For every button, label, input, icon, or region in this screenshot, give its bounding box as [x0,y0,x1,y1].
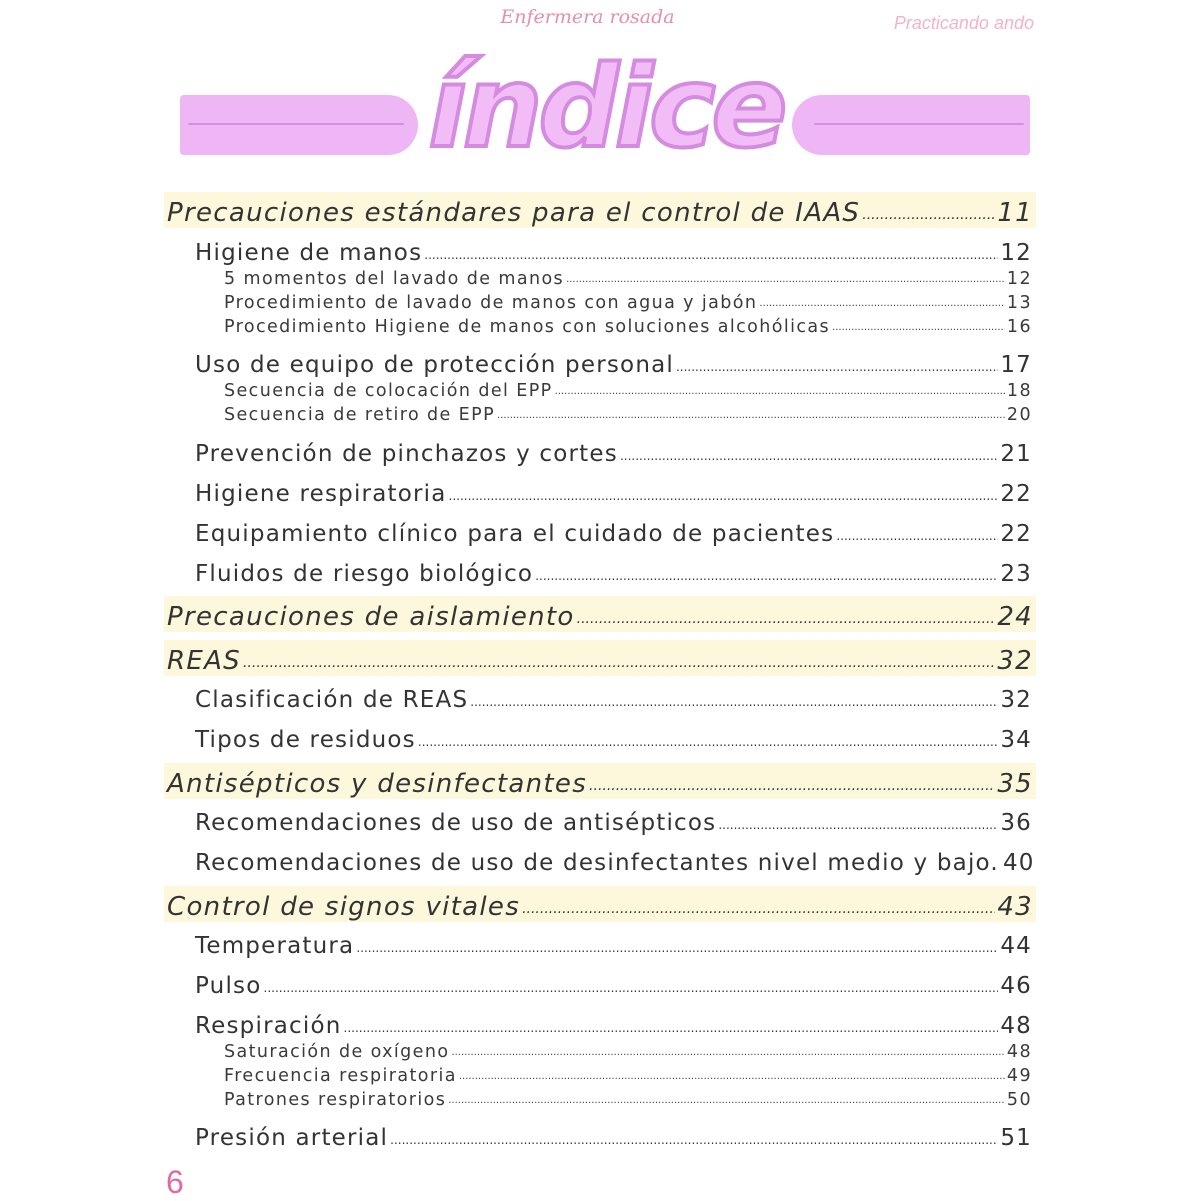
toc-leader-dots [862,202,995,228]
toc-leader-dots [676,356,998,378]
toc-leader-dots [448,1092,1005,1110]
toc-leader-dots [356,937,998,959]
toc-leader-dots [344,1017,999,1039]
toc-title: Higiene respiratoria [195,481,447,507]
toc-title: REAS [167,646,241,676]
toc-leader-dots [470,691,998,713]
toc-section [164,596,1036,632]
toc-title: Control de signos vitales [167,892,521,922]
toc-entry [195,1009,1032,1039]
toc-page-number: 34 [1000,727,1032,753]
toc-page-number: 23 [1000,561,1032,587]
toc-page-number: 43 [997,892,1033,922]
toc-subentry [224,267,1032,289]
toc-title: Fluidos de riesgo biológico [195,561,534,587]
toc-page-number: 22 [1000,481,1032,507]
toc-entry [195,723,1032,753]
toc-leader-dots [497,407,1005,425]
toc-subentry [224,291,1032,313]
toc-entry [195,477,1032,507]
toc-entry [195,517,1032,547]
toc-entry [195,683,1032,713]
toc-title: Procedimiento Higiene de manos con soluciones alcohólicas [224,317,831,337]
toc-section [164,192,1036,228]
toc-leader-dots [390,1129,998,1151]
toc-title: Prevención de pinchazos y cortes [195,441,618,467]
header-slogan: Practicando ando [893,13,1034,33]
toc-page-number: 12 [1006,269,1032,289]
toc-entry [195,557,1032,587]
toc-title: Higiene de manos [195,240,423,266]
toc-leader-dots [418,731,998,753]
toc-page-number: 12 [1000,240,1032,266]
toc-leader-dots [589,773,995,799]
toc-leader-dots [718,814,998,836]
toc-title: Clasificación de REAS [195,687,469,713]
toc-leader-dots [535,565,998,587]
toc-page-number: 35 [997,769,1033,799]
toc-entry [195,437,1032,467]
toc-title: Equipamiento clínico para el cuidado de pacientes [195,521,835,547]
toc-page-number: 49 [1006,1066,1032,1086]
toc-leader-dots [522,896,995,922]
toc-subentry [224,315,1032,337]
toc-title: Precauciones de aislamiento [167,602,575,632]
toc-subentry [224,379,1032,401]
toc-subentry [224,1040,1032,1062]
toc-leader-dots [577,606,996,632]
toc-title: Presión arterial [195,1125,389,1151]
toc-entry [195,348,1032,378]
toc-title: Uso de equipo de protección personal [195,352,674,378]
toc-section [164,640,1036,676]
toc-leader-dots [620,445,998,467]
toc-leader-dots [451,1044,1004,1062]
toc-page-number: 46 [1000,973,1032,999]
toc-subentry [224,403,1032,425]
toc-title: Secuencia de colocación del EPP [224,381,553,401]
toc-subentry [224,1088,1032,1110]
toc-entry [195,969,1032,999]
toc-page-number: 13 [1006,293,1032,313]
toc-leader-dots [459,1068,1005,1086]
toc-title: Antisépticos y desinfectantes [167,769,588,799]
toc-page-number: 44 [1000,933,1032,959]
toc-leader-dots [264,977,999,999]
toc-section [164,763,1036,799]
toc-page-number: 16 [1006,317,1032,337]
toc-title: Respiración [195,1013,342,1039]
toc-title: Tipos de residuos [195,727,416,753]
toc-page-number: 48 [1000,1013,1032,1039]
toc-title: 5 momentos del lavado de manos [224,269,565,289]
toc-page-number: 21 [1000,441,1032,467]
toc-leader-dots [566,271,1005,289]
toc-title: Patrones respiratorios [224,1090,447,1110]
toc-leader-dots [832,319,1005,337]
toc-title: Temperatura [195,933,355,959]
toc-leader-dots [424,244,998,266]
toc-page-number: 48 [1006,1042,1032,1062]
toc-entry [195,846,1035,876]
page-number: 6 [166,1164,184,1200]
toc-leader-dots [759,295,1005,313]
toc-page-number: 17 [1000,352,1032,378]
toc-title: Pulso [195,973,262,999]
toc-entry [195,236,1032,266]
toc-leader-dots [449,485,999,507]
toc-page-number: 40 [1002,850,1035,876]
toc-entry [195,1121,1032,1151]
toc-title: Saturación de oxígeno [224,1042,450,1062]
toc-page-number: 36 [1000,810,1032,836]
toc-leader-dots [836,525,998,547]
toc-page-number: 50 [1006,1090,1032,1110]
toc-section [164,886,1036,922]
page-title: índice [428,43,784,173]
toc-page-number: 32 [1000,687,1032,713]
toc-leader-dots [555,383,1005,401]
toc-page-number: 51 [1000,1125,1032,1151]
toc-page-number: 22 [1000,521,1032,547]
toc-page-number: 11 [997,198,1033,228]
toc-page-number: 20 [1006,405,1032,425]
toc-title: Procedimiento de lavado de manos con agua y jabón [224,293,758,313]
toc-leader-dots [243,650,995,676]
toc-entry [195,929,1032,959]
toc-page-number: 24 [997,602,1033,632]
toc-page-number: 18 [1006,381,1032,401]
toc-title: Recomendaciones de uso de desinfectantes nivel medio y bajo. [195,850,999,876]
toc-subentry [224,1064,1032,1086]
toc-entry [195,806,1032,836]
toc-title: Recomendaciones de uso de antisépticos [195,810,717,836]
brand-name: Enfermera rosada [500,6,675,28]
toc-title: Precauciones estándares para el control de IAAS [167,198,861,228]
toc-page-number: 32 [997,646,1033,676]
toc-title: Frecuencia respiratoria [224,1066,457,1086]
toc-title: Secuencia de retiro de EPP [224,405,496,425]
